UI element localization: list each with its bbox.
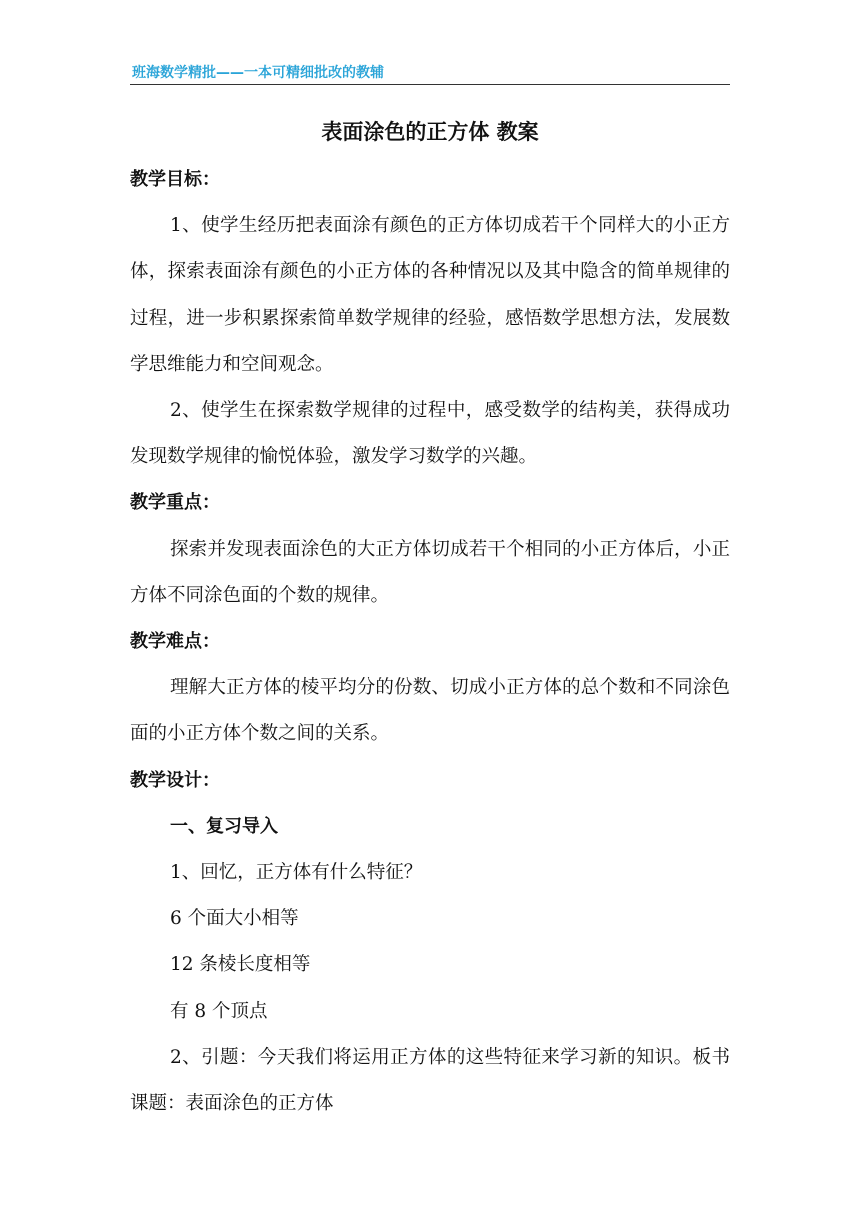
feature-2: 12 条棱长度相等 [170,954,311,976]
part-one-heading: 一、复习导入 [170,815,278,837]
feature-3: 有 8 个顶点 [170,1000,268,1022]
objective-1: 1、使学生经历把表面涂有颜色的正方体切成若干个同样大的小正方体，探索表面涂有颜色的小正方体的各种情况以及其中隐含的简单规律的过程，进一步积累探索简单数学规律的经验，感悟数学思想方法，发展数学思维能力和空间观念。 [130,215,730,375]
key-points-text: 探索并发现表面涂色的大正方体切成若干个相同的小正方体后，小正方体不同涂色面的个数的规律。 [130,538,730,606]
difficulties-text: 理解大正方体的棱平均分的份数、切成小正方体的总个数和不同涂色面的小正方体个数之间的关系。 [130,677,730,745]
header-divider [130,84,730,85]
objective-2: 2、使学生在探索数学规律的过程中，感受数学的结构美，获得成功发现数学规律的愉悦体验，激发学习数学的兴趣。 [130,400,730,468]
document-body [130,157,730,1127]
page-header: 班海数学精批——一本可精细批改的教辅 [132,65,384,81]
recall-question: 1、回忆，正方体有什么特征？ [170,862,423,884]
document-title: 表面涂色的正方体 教案 [321,120,539,144]
key-points-heading: 教学重点： [130,492,220,514]
design-heading: 教学设计： [130,769,220,791]
difficulties-heading: 教学难点： [130,631,220,653]
feature-1: 6 个面大小相等 [170,908,299,930]
objectives-heading: 教学目标： [130,169,220,190]
introduction-text: 2、引题：今天我们将运用正方体的这些特征来学习新的知识。板书课题：表面涂色的正方体 [130,1046,730,1115]
